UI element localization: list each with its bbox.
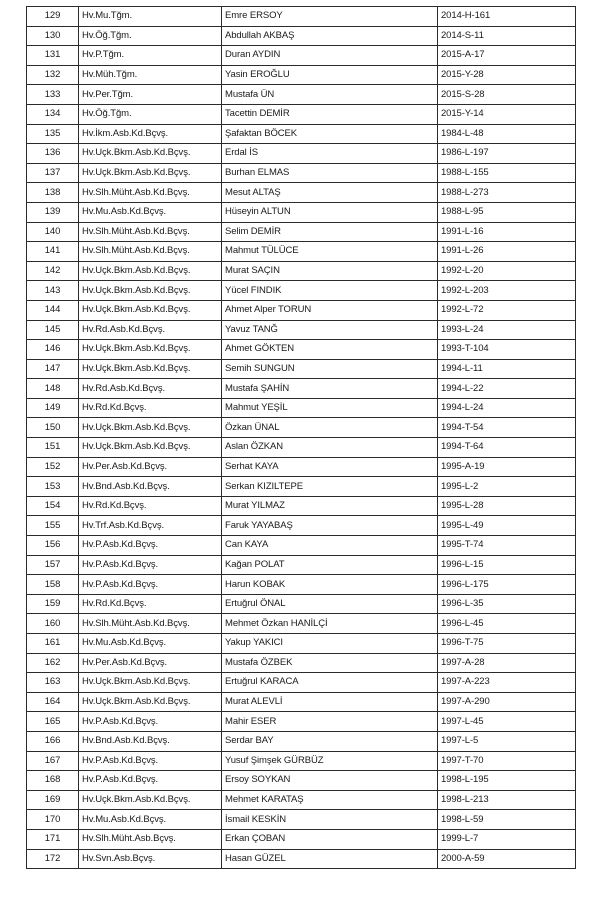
- row-number-cell: 147: [27, 359, 79, 379]
- row-number-cell: 141: [27, 242, 79, 262]
- rank-cell: Hv.Uçk.Bkm.Asb.Kd.Bçvş.: [79, 790, 222, 810]
- registry-number-cell: 1997-A-223: [438, 673, 576, 693]
- table-row: [27, 594, 576, 614]
- row-number-cell: 152: [27, 457, 79, 477]
- full-name-cell: Serdar BAY: [222, 731, 438, 751]
- table-row: [27, 320, 576, 340]
- row-number-cell: 133: [27, 85, 79, 105]
- table-row: [27, 340, 576, 360]
- row-number-cell: 144: [27, 300, 79, 320]
- table-row: [27, 614, 576, 634]
- registry-number-cell: 1994-L-11: [438, 359, 576, 379]
- row-number-cell: 138: [27, 183, 79, 203]
- row-number-cell: 164: [27, 692, 79, 712]
- registry-number-cell: 1996-L-175: [438, 575, 576, 595]
- row-number-cell: 159: [27, 594, 79, 614]
- full-name-cell: Mehmet KARATAŞ: [222, 790, 438, 810]
- rank-cell: Hv.Rd.Asb.Kd.Bçvş.: [79, 379, 222, 399]
- table-row: [27, 222, 576, 242]
- rank-cell: Hv.Per.Asb.Kd.Bçvş.: [79, 457, 222, 477]
- rank-cell: Hv.Mu.Asb.Kd.Bçvş.: [79, 634, 222, 654]
- rank-cell: Hv.Uçk.Bkm.Asb.Kd.Bçvş.: [79, 418, 222, 438]
- registry-number-cell: 1996-L-15: [438, 555, 576, 575]
- table-row: [27, 849, 576, 869]
- table-row: [27, 712, 576, 732]
- row-number-cell: 148: [27, 379, 79, 399]
- table-row: [27, 163, 576, 183]
- registry-number-cell: 1994-T-64: [438, 438, 576, 458]
- row-number-cell: 166: [27, 731, 79, 751]
- registry-number-cell: 1997-L-5: [438, 731, 576, 751]
- rank-cell: Hv.İkm.Asb.Kd.Bçvş.: [79, 124, 222, 144]
- table-row: [27, 359, 576, 379]
- registry-number-cell: 1993-T-104: [438, 340, 576, 360]
- row-number-cell: 140: [27, 222, 79, 242]
- row-number-cell: 129: [27, 7, 79, 27]
- registry-number-cell: 1995-L-28: [438, 496, 576, 516]
- registry-number-cell: 1997-T-70: [438, 751, 576, 771]
- rank-cell: Hv.Trf.Asb.Kd.Bçvş.: [79, 516, 222, 536]
- full-name-cell: Burhan ELMAS: [222, 163, 438, 183]
- full-name-cell: Serkan KIZILTEPE: [222, 477, 438, 497]
- table-row: [27, 673, 576, 693]
- full-name-cell: Semih SUNGUN: [222, 359, 438, 379]
- registry-number-cell: 1986-L-197: [438, 144, 576, 164]
- registry-number-cell: 2015-A-17: [438, 46, 576, 66]
- table-row: [27, 457, 576, 477]
- table-row: [27, 300, 576, 320]
- row-number-cell: 132: [27, 65, 79, 85]
- rank-cell: Hv.P.Asb.Kd.Bçvş.: [79, 712, 222, 732]
- table-row: [27, 575, 576, 595]
- table-row: [27, 829, 576, 849]
- rank-cell: Hv.Uçk.Bkm.Asb.Kd.Bçvş.: [79, 144, 222, 164]
- full-name-cell: Tacettin DEMİR: [222, 104, 438, 124]
- table-row: [27, 202, 576, 222]
- table-row: [27, 261, 576, 281]
- rank-cell: Hv.Uçk.Bkm.Asb.Kd.Bçvş.: [79, 692, 222, 712]
- full-name-cell: Ahmet Alper TORUN: [222, 300, 438, 320]
- table-row: [27, 477, 576, 497]
- full-name-cell: Mahmut YEŞİL: [222, 398, 438, 418]
- rank-cell: Hv.P.Asb.Kd.Bçvş.: [79, 575, 222, 595]
- row-number-cell: 145: [27, 320, 79, 340]
- full-name-cell: Ertuğrul KARACA: [222, 673, 438, 693]
- registry-number-cell: 1996-L-45: [438, 614, 576, 634]
- row-number-cell: 143: [27, 281, 79, 301]
- full-name-cell: Can KAYA: [222, 536, 438, 556]
- registry-number-cell: 1994-L-24: [438, 398, 576, 418]
- full-name-cell: Selim DEMİR: [222, 222, 438, 242]
- registry-number-cell: 1998-L-59: [438, 810, 576, 830]
- table-row: [27, 692, 576, 712]
- registry-number-cell: 2015-S-28: [438, 85, 576, 105]
- full-name-cell: Mahir ESER: [222, 712, 438, 732]
- table-row: [27, 281, 576, 301]
- table-row: [27, 438, 576, 458]
- rank-cell: Hv.Rd.Kd.Bçvş.: [79, 496, 222, 516]
- table-row: [27, 418, 576, 438]
- registry-number-cell: 1995-L-2: [438, 477, 576, 497]
- rank-cell: Hv.P.Asb.Kd.Bçvş.: [79, 555, 222, 575]
- row-number-cell: 153: [27, 477, 79, 497]
- full-name-cell: Mustafa ÖZBEK: [222, 653, 438, 673]
- row-number-cell: 160: [27, 614, 79, 634]
- rank-cell: Hv.Rd.Kd.Bçvş.: [79, 594, 222, 614]
- row-number-cell: 154: [27, 496, 79, 516]
- row-number-cell: 156: [27, 536, 79, 556]
- full-name-cell: Mesut ALTAŞ: [222, 183, 438, 203]
- rank-cell: Hv.Uçk.Bkm.Asb.Kd.Bçvş.: [79, 261, 222, 281]
- registry-number-cell: 1994-T-54: [438, 418, 576, 438]
- registry-number-cell: 1988-L-155: [438, 163, 576, 183]
- row-number-cell: 139: [27, 202, 79, 222]
- registry-number-cell: 1997-A-28: [438, 653, 576, 673]
- table-row: [27, 46, 576, 66]
- full-name-cell: Murat SAÇIN: [222, 261, 438, 281]
- row-number-cell: 157: [27, 555, 79, 575]
- full-name-cell: Serhat KAYA: [222, 457, 438, 477]
- full-name-cell: Abdullah AKBAŞ: [222, 26, 438, 46]
- full-name-cell: Ertuğrul ÖNAL: [222, 594, 438, 614]
- rank-cell: Hv.Per.Tğm.: [79, 85, 222, 105]
- table-row: [27, 85, 576, 105]
- registry-number-cell: 1988-L-95: [438, 202, 576, 222]
- table-row: [27, 810, 576, 830]
- table-row: [27, 516, 576, 536]
- table-row: [27, 65, 576, 85]
- row-number-cell: 136: [27, 144, 79, 164]
- rank-cell: Hv.Slh.Müht.Asb.Kd.Bçvş.: [79, 614, 222, 634]
- full-name-cell: Hüseyin ALTUN: [222, 202, 438, 222]
- full-name-cell: Duran AYDIN: [222, 46, 438, 66]
- full-name-cell: Yusuf Şimşek GÜRBÜZ: [222, 751, 438, 771]
- rank-cell: Hv.Uçk.Bkm.Asb.Kd.Bçvş.: [79, 163, 222, 183]
- table-row: [27, 731, 576, 751]
- rank-cell: Hv.P.Asb.Kd.Bçvş.: [79, 771, 222, 791]
- full-name-cell: Murat ALEVLİ: [222, 692, 438, 712]
- row-number-cell: 165: [27, 712, 79, 732]
- row-number-cell: 130: [27, 26, 79, 46]
- registry-number-cell: 1991-L-16: [438, 222, 576, 242]
- rank-cell: Hv.Uçk.Bkm.Asb.Kd.Bçvş.: [79, 438, 222, 458]
- registry-number-cell: 1996-T-75: [438, 634, 576, 654]
- full-name-cell: Faruk YAYABAŞ: [222, 516, 438, 536]
- row-number-cell: 162: [27, 653, 79, 673]
- table-row: [27, 790, 576, 810]
- rank-cell: Hv.Slh.Müht.Asb.Kd.Bçvş.: [79, 183, 222, 203]
- table-row: [27, 379, 576, 399]
- registry-number-cell: 1988-L-273: [438, 183, 576, 203]
- table-row: [27, 398, 576, 418]
- row-number-cell: 134: [27, 104, 79, 124]
- row-number-cell: 137: [27, 163, 79, 183]
- row-number-cell: 149: [27, 398, 79, 418]
- registry-number-cell: 2014-S-11: [438, 26, 576, 46]
- row-number-cell: 142: [27, 261, 79, 281]
- table-row: [27, 144, 576, 164]
- registry-number-cell: 1997-L-45: [438, 712, 576, 732]
- row-number-cell: 150: [27, 418, 79, 438]
- registry-number-cell: 1998-L-213: [438, 790, 576, 810]
- table-row: [27, 634, 576, 654]
- rank-cell: Hv.Per.Asb.Kd.Bçvş.: [79, 653, 222, 673]
- full-name-cell: Ahmet GÖKTEN: [222, 340, 438, 360]
- rank-cell: Hv.Uçk.Bkm.Asb.Kd.Bçvş.: [79, 300, 222, 320]
- full-name-cell: Ersoy SOYKAN: [222, 771, 438, 791]
- rank-cell: Hv.Uçk.Bkm.Asb.Kd.Bçvş.: [79, 281, 222, 301]
- row-number-cell: 135: [27, 124, 79, 144]
- rank-cell: Hv.P.Asb.Kd.Bçvş.: [79, 751, 222, 771]
- full-name-cell: Harun KOBAK: [222, 575, 438, 595]
- full-name-cell: Aslan ÖZKAN: [222, 438, 438, 458]
- rank-cell: Hv.P.Asb.Kd.Bçvş.: [79, 536, 222, 556]
- table-row: [27, 771, 576, 791]
- rank-cell: Hv.Bnd.Asb.Kd.Bçvş.: [79, 477, 222, 497]
- rank-cell: Hv.P.Tğm.: [79, 46, 222, 66]
- table-row: [27, 104, 576, 124]
- registry-number-cell: 1992-L-203: [438, 281, 576, 301]
- table-row: [27, 751, 576, 771]
- registry-number-cell: 1992-L-72: [438, 300, 576, 320]
- full-name-cell: İsmail KESKİN: [222, 810, 438, 830]
- registry-number-cell: 2015-Y-14: [438, 104, 576, 124]
- rank-cell: Hv.Bnd.Asb.Kd.Bçvş.: [79, 731, 222, 751]
- registry-number-cell: 2014-H-161: [438, 7, 576, 27]
- full-name-cell: Özkan ÜNAL: [222, 418, 438, 438]
- rank-cell: Hv.Uçk.Bkm.Asb.Kd.Bçvş.: [79, 673, 222, 693]
- full-name-cell: Yücel FINDIK: [222, 281, 438, 301]
- registry-number-cell: 1995-T-74: [438, 536, 576, 556]
- rank-cell: Hv.Slh.Müht.Asb.Kd.Bçvş.: [79, 222, 222, 242]
- full-name-cell: Mustafa ŞAHİN: [222, 379, 438, 399]
- row-number-cell: 151: [27, 438, 79, 458]
- personnel-table-body: [27, 7, 576, 869]
- row-number-cell: 146: [27, 340, 79, 360]
- full-name-cell: Mustafa ÜN: [222, 85, 438, 105]
- registry-number-cell: 1995-A-19: [438, 457, 576, 477]
- registry-number-cell: 1994-L-22: [438, 379, 576, 399]
- table-row: [27, 26, 576, 46]
- full-name-cell: Kağan POLAT: [222, 555, 438, 575]
- table-row: [27, 653, 576, 673]
- registry-number-cell: 1998-L-195: [438, 771, 576, 791]
- row-number-cell: 163: [27, 673, 79, 693]
- full-name-cell: Mahmut TÜLÜCE: [222, 242, 438, 262]
- row-number-cell: 168: [27, 771, 79, 791]
- rank-cell: Hv.Rd.Asb.Kd.Bçvş.: [79, 320, 222, 340]
- full-name-cell: Mehmet Özkan HANİLÇİ: [222, 614, 438, 634]
- rank-cell: Hv.Uçk.Bkm.Asb.Kd.Bçvş.: [79, 359, 222, 379]
- registry-number-cell: 1996-L-35: [438, 594, 576, 614]
- rank-cell: Hv.Öğ.Tğm.: [79, 104, 222, 124]
- table-row: [27, 496, 576, 516]
- full-name-cell: Yavuz TANĞ: [222, 320, 438, 340]
- table-row: [27, 183, 576, 203]
- rank-cell: Hv.Mu.Asb.Kd.Bçvş.: [79, 810, 222, 830]
- full-name-cell: Yasin EROĞLU: [222, 65, 438, 85]
- rank-cell: Hv.Svn.Asb.Bçvş.: [79, 849, 222, 869]
- full-name-cell: Murat YILMAZ: [222, 496, 438, 516]
- registry-number-cell: 1999-L-7: [438, 829, 576, 849]
- registry-number-cell: 1993-L-24: [438, 320, 576, 340]
- registry-number-cell: 2000-A-59: [438, 849, 576, 869]
- row-number-cell: 172: [27, 849, 79, 869]
- rank-cell: Hv.Slh.Müht.Asb.Kd.Bçvş.: [79, 242, 222, 262]
- full-name-cell: Emre ERSOY: [222, 7, 438, 27]
- table-row: [27, 536, 576, 556]
- table-row: [27, 242, 576, 262]
- row-number-cell: 167: [27, 751, 79, 771]
- rank-cell: Hv.Müh.Tğm.: [79, 65, 222, 85]
- full-name-cell: Hasan GÜZEL: [222, 849, 438, 869]
- table-row: [27, 124, 576, 144]
- registry-number-cell: 1992-L-20: [438, 261, 576, 281]
- rank-cell: Hv.Mu.Asb.Kd.Bçvş.: [79, 202, 222, 222]
- rank-cell: Hv.Slh.Müht.Asb.Bçvş.: [79, 829, 222, 849]
- registry-number-cell: 1995-L-49: [438, 516, 576, 536]
- rank-cell: Hv.Mu.Tğm.: [79, 7, 222, 27]
- row-number-cell: 131: [27, 46, 79, 66]
- row-number-cell: 169: [27, 790, 79, 810]
- personnel-table: [26, 6, 576, 869]
- rank-cell: Hv.Uçk.Bkm.Asb.Kd.Bçvş.: [79, 340, 222, 360]
- registry-number-cell: 2015-Y-28: [438, 65, 576, 85]
- rank-cell: Hv.Rd.Kd.Bçvş.: [79, 398, 222, 418]
- full-name-cell: Yakup YAKICI: [222, 634, 438, 654]
- rank-cell: Hv.Öğ.Tğm.: [79, 26, 222, 46]
- registry-number-cell: 1984-L-48: [438, 124, 576, 144]
- row-number-cell: 170: [27, 810, 79, 830]
- full-name-cell: Şafaktan BÖCEK: [222, 124, 438, 144]
- full-name-cell: Erkan ÇOBAN: [222, 829, 438, 849]
- full-name-cell: Erdal İS: [222, 144, 438, 164]
- table-row: [27, 7, 576, 27]
- table-row: [27, 555, 576, 575]
- row-number-cell: 171: [27, 829, 79, 849]
- row-number-cell: 161: [27, 634, 79, 654]
- registry-number-cell: 1991-L-26: [438, 242, 576, 262]
- row-number-cell: 158: [27, 575, 79, 595]
- registry-number-cell: 1997-A-290: [438, 692, 576, 712]
- row-number-cell: 155: [27, 516, 79, 536]
